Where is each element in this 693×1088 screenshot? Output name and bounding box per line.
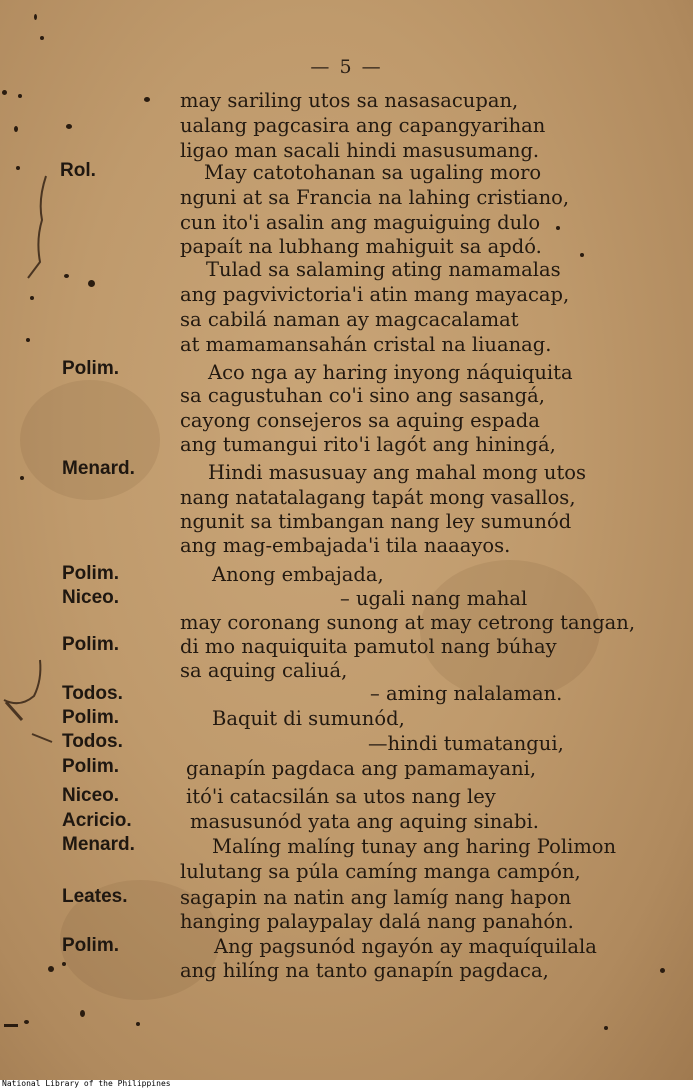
ink-speck xyxy=(64,274,69,278)
verse-line: papaít na lubhang mahiguit sa apdó. xyxy=(180,235,542,258)
ink-speck xyxy=(660,968,665,973)
page-number: — 5 — xyxy=(310,56,383,78)
verse-line: nang natatalagang tapát mong vasallos, xyxy=(180,486,576,509)
ink-speck xyxy=(4,1024,18,1027)
ink-speck xyxy=(144,97,150,102)
pencil-bracket-mark xyxy=(0,170,60,280)
speaker-label: Menard. xyxy=(62,834,135,855)
ink-speck xyxy=(40,36,44,40)
ink-speck xyxy=(580,253,584,257)
verse-line: Tulad sa salaming ating namamalas xyxy=(206,258,561,281)
paper-stain xyxy=(20,380,160,500)
verse-line: itó'i catacsilán sa utos nang ley xyxy=(186,785,496,808)
pencil-bracket-mark xyxy=(0,650,60,750)
verse-line: Malíng malíng tunay ang haring Polimon xyxy=(212,835,617,858)
verse-line: – ugali nang mahal xyxy=(340,587,528,610)
verse-line: Baquit di sumunód, xyxy=(212,707,405,730)
speaker-label: Polim. xyxy=(62,563,120,584)
speaker-label: Polim. xyxy=(62,756,120,777)
speaker-label: Leates. xyxy=(62,886,128,907)
verse-line: sa cabilá naman ay magcacalamat xyxy=(180,308,519,331)
ink-speck xyxy=(48,966,54,972)
ink-speck xyxy=(26,338,30,342)
ink-speck xyxy=(34,14,37,20)
ink-speck xyxy=(136,1022,140,1026)
speaker-label: Todos. xyxy=(62,683,123,704)
verse-line: ganapín pagdaca ang pamamayani, xyxy=(186,757,537,780)
verse-line: di mo naquiquita pamutol nang búhay xyxy=(180,635,557,658)
verse-line: nguni at sa Francia na lahing cristiano, xyxy=(180,186,570,209)
speaker-label: Acricio. xyxy=(62,810,132,831)
verse-line: sa cagustuhan co'i sino ang sasangá, xyxy=(180,384,545,407)
verse-line: cun ito'i asalin ang maguiguing dulo xyxy=(180,211,541,234)
verse-line: ang mag-embajada'i tila naaayos. xyxy=(180,534,511,557)
verse-line: may coronang sunong at may cetrong tangan, xyxy=(180,611,636,634)
verse-line: sagapin na natin ang lamíg nang hapon xyxy=(180,886,572,909)
verse-line: May catotohanan sa ugaling moro xyxy=(204,161,542,184)
speaker-label: Polim. xyxy=(62,634,120,655)
speaker-label: Rol. xyxy=(60,160,96,181)
speaker-label: Niceo. xyxy=(62,587,120,608)
speaker-label: Menard. xyxy=(62,458,135,479)
ink-speck xyxy=(80,1010,85,1017)
verse-line: —hindi tumatangui, xyxy=(368,732,564,755)
ink-speck xyxy=(14,126,18,132)
ink-speck xyxy=(30,296,34,300)
verse-line: Anong embajada, xyxy=(212,563,384,586)
verse-line: Aco nga ay haring inyong náquiquita xyxy=(208,361,573,384)
speaker-label: Polim. xyxy=(62,358,120,379)
ink-speck xyxy=(18,94,22,98)
speaker-label: Polim. xyxy=(62,935,120,956)
verse-line: ligao man sacali hindi masusumang. xyxy=(180,139,540,162)
verse-line: at mamamansahán cristal na liuanag. xyxy=(180,333,552,356)
footer-credit: National Library of the Philippines xyxy=(2,1079,171,1088)
ink-speck xyxy=(20,476,24,480)
ink-speck xyxy=(24,1020,29,1024)
ink-speck xyxy=(2,90,7,95)
speaker-label: Niceo. xyxy=(62,785,120,806)
verse-line: hanging palaypalay dalá nang panahón. xyxy=(180,910,574,933)
speaker-label: Todos. xyxy=(62,731,123,752)
verse-line: cayong consejeros sa aquing espada xyxy=(180,409,540,432)
speaker-label: Polim. xyxy=(62,707,120,728)
verse-line: ualang pagcasira ang capangyarihan xyxy=(180,114,546,137)
ink-speck xyxy=(556,226,560,230)
verse-line: sa aquing caliuá, xyxy=(180,659,348,682)
verse-line: Hindi masusuay ang mahal mong utos xyxy=(208,461,587,484)
verse-line: ang tumangui rito'i lagót ang hiningá, xyxy=(180,433,556,456)
ink-speck xyxy=(88,280,95,287)
verse-line: may sariling utos sa nasasacupan, xyxy=(180,89,519,112)
verse-line: ang pagvivictoria'i atin mang mayacap, xyxy=(180,283,570,306)
verse-line: lulutang sa púla camíng manga campón, xyxy=(180,860,581,883)
verse-line: – aming nalalaman. xyxy=(370,682,563,705)
verse-line: ang hilíng na tanto ganapín pagdaca, xyxy=(180,959,549,982)
verse-line: masusunód yata ang aquing sinabi. xyxy=(190,810,539,833)
ink-speck xyxy=(66,124,72,129)
verse-line: ngunit sa timbangan nang ley sumunód xyxy=(180,510,572,533)
ink-speck xyxy=(62,962,66,966)
verse-line: Ang pagsunód ngayón ay maquíquilala xyxy=(214,935,597,958)
ink-speck xyxy=(604,1026,608,1030)
